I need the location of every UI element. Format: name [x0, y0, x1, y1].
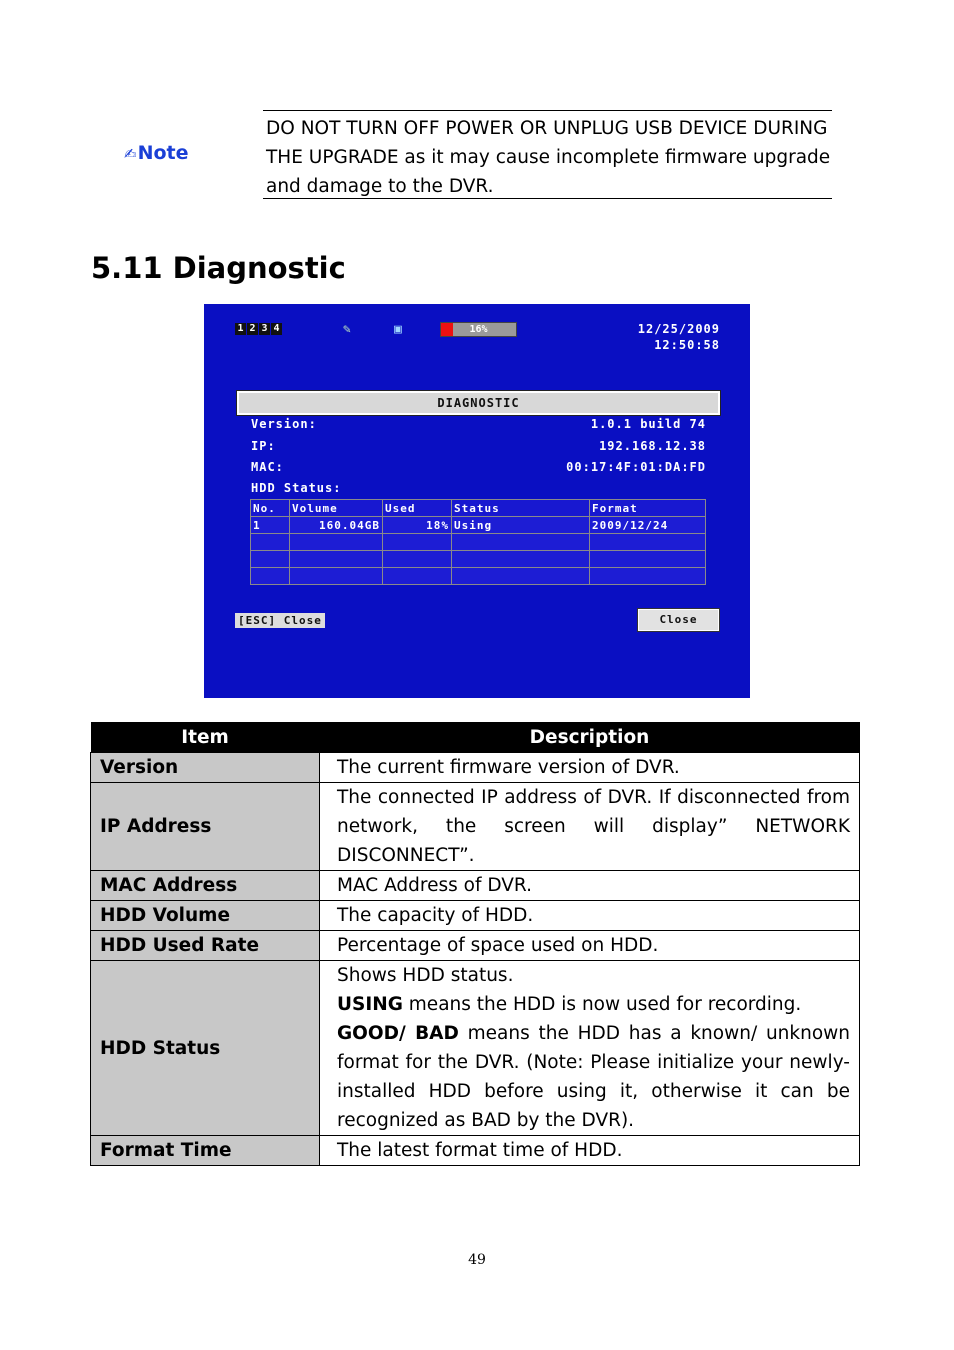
table-row	[91, 1136, 860, 1166]
hdd-cell-format: 2009/12/24	[590, 517, 706, 534]
item-mac-address: MAC Address	[91, 871, 320, 901]
table-row	[91, 783, 860, 871]
close-button[interactable]: Close	[638, 609, 719, 631]
desc-format-time: The latest format time of HDD.	[320, 1136, 860, 1166]
pen-icon: ✍	[124, 145, 137, 163]
dvr-screen	[204, 304, 750, 698]
note-label	[124, 142, 189, 164]
hdd-table-row[interactable]	[251, 517, 706, 534]
item-ip-address: IP Address	[91, 783, 320, 871]
good-bad-keyword: GOOD/ BAD	[337, 1023, 459, 1044]
hdd-col-used: Used	[383, 500, 452, 517]
hdd-col-format: Format	[590, 500, 706, 517]
channel-2: 2	[247, 323, 258, 335]
hdd-table-row	[251, 534, 706, 551]
desc-mac-address: MAC Address of DVR.	[320, 871, 860, 901]
hdd-status-using	[337, 990, 850, 1019]
item-hdd-volume: HDD Volume	[91, 901, 320, 931]
channel-4: 4	[271, 323, 282, 335]
table-row	[91, 901, 860, 931]
hdd-col-no: No.	[251, 500, 290, 517]
description-table	[90, 722, 860, 1166]
item-version: Version	[91, 753, 320, 783]
hdd-table-row	[251, 568, 706, 585]
hdd-table	[250, 499, 706, 585]
desc-ip-address: The connected IP address of DVR. If disconnected from network, the screen will display” NETWORK DISCONNECT”.	[320, 783, 860, 871]
header-description: Description	[320, 722, 860, 753]
hdd-col-status: Status	[452, 500, 590, 517]
channel-indicators	[235, 323, 282, 335]
desc-hdd-volume: The capacity of HDD.	[320, 901, 860, 931]
header-item: Item	[91, 722, 320, 753]
note-box	[263, 110, 832, 199]
record-icon: ✎	[343, 322, 351, 337]
esc-close-hint: [ESC] Close	[235, 613, 325, 628]
table-row	[91, 753, 860, 783]
hdd-status-good-bad	[337, 1019, 850, 1135]
item-hdd-used-rate: HDD Used Rate	[91, 931, 320, 961]
mac-label: MAC:	[251, 460, 284, 474]
version-value: 1.0.1 build 74	[590, 417, 706, 431]
table-row	[91, 931, 860, 961]
date: 12/25/2009	[637, 322, 720, 336]
channel-3: 3	[259, 323, 270, 335]
hdd-table-row	[251, 551, 706, 568]
desc-hdd-status	[320, 961, 860, 1136]
note-text: DO NOT TURN OFF POWER OR UNPLUG USB DEVICE DURING THE UPGRADE as it may cause incomplete firmware upgrade and damage to the DVR.	[266, 118, 831, 197]
hdd-cell-status: Using	[452, 517, 590, 534]
datetime	[638, 321, 720, 353]
note-label-text: Note	[137, 142, 189, 164]
hdd-cell-no: 1	[251, 517, 290, 534]
hdd-usage-text: 16%	[469, 324, 488, 335]
using-text: means the HDD is now used for recording.	[402, 994, 802, 1015]
mac-value: 00:17:4F:01:DA:FD	[566, 460, 706, 474]
hdd-usage-bar	[440, 322, 517, 337]
dialog-title: DIAGNOSTIC	[237, 391, 720, 415]
desc-hdd-used-rate: Percentage of space used on HDD.	[320, 931, 860, 961]
table-row	[91, 961, 860, 1136]
hdd-status-label: HDD Status:	[251, 481, 342, 495]
hdd-table-header	[251, 500, 706, 517]
page-number: 49	[468, 1252, 486, 1268]
ip-label: IP:	[251, 439, 276, 453]
using-keyword: USING	[337, 994, 403, 1015]
ip-value: 192.168.12.38	[599, 439, 706, 453]
table-row	[91, 871, 860, 901]
item-format-time: Format Time	[91, 1136, 320, 1166]
network-icon: ▣	[394, 322, 402, 337]
hdd-cell-volume: 160.04GB	[290, 517, 383, 534]
version-label: Version:	[251, 417, 317, 431]
hdd-status-line1: Shows HDD status.	[337, 965, 514, 986]
section-title: 5.11 Diagnostic	[91, 251, 346, 285]
table-header	[91, 722, 860, 753]
desc-version: The current firmware version of DVR.	[320, 753, 860, 783]
hdd-cell-used: 18%	[383, 517, 452, 534]
channel-1: 1	[235, 323, 246, 335]
item-hdd-status: HDD Status	[91, 961, 320, 1136]
hdd-col-volume: Volume	[290, 500, 383, 517]
good-bad-text: means the HDD has a known/ unknown format for the DVR. (Note: Please initialize your newly-installed HDD before using it, otherwise it can be recognized as BAD by the DVR).	[337, 1023, 851, 1131]
time: 12:50:58	[654, 338, 720, 352]
